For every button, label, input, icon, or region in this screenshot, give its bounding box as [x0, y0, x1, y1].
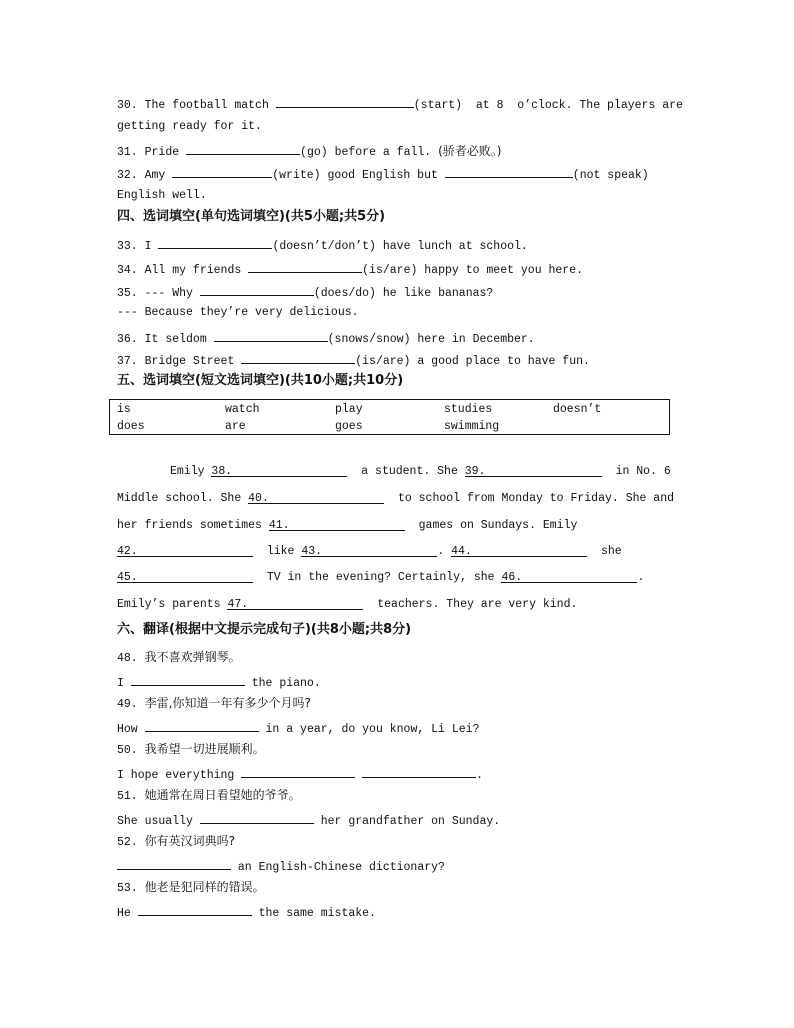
- question-text: How: [117, 723, 138, 736]
- passage-text: Middle school. She: [117, 492, 242, 505]
- hint: (does/do): [313, 287, 376, 300]
- question-text: an English-Chinese dictionary?: [237, 861, 445, 874]
- question-number: 48.: [117, 652, 138, 665]
- passage-line-3: [117, 519, 577, 533]
- section-5-title: 五、选词填空(短文选词填空)(共10小题;共10分): [117, 373, 404, 388]
- question-35: [117, 284, 493, 301]
- passage-text: in No. 6: [615, 465, 671, 478]
- question-51-answer: [117, 812, 500, 829]
- question-number: 30.: [117, 99, 138, 112]
- question-36: [117, 330, 535, 347]
- answer-blank[interactable]: [172, 166, 272, 178]
- chinese-prompt: 李雷,你知道一年有多少个月吗?: [144, 696, 311, 710]
- blank-number: 40.: [248, 492, 269, 505]
- question-text: I: [117, 677, 124, 690]
- answer-blank-38[interactable]: [211, 465, 347, 477]
- question-number: 49.: [117, 698, 138, 711]
- question-text: a good place to have fun.: [417, 355, 590, 368]
- question-37: [117, 352, 590, 369]
- answer-blank[interactable]: [138, 904, 252, 916]
- question-34: [117, 261, 583, 278]
- answer-blank-44[interactable]: [451, 545, 587, 557]
- answer-blank-43[interactable]: [301, 545, 437, 557]
- hint: (not speak): [572, 169, 649, 182]
- question-text: Pride: [144, 146, 180, 159]
- passage-text: like: [266, 545, 295, 558]
- chinese-prompt: 我希望一切进展顺利。: [144, 742, 265, 756]
- question-text: in a year, do you know, Li Lei?: [265, 723, 480, 736]
- section-4-title: 四、选词填空(单句选词填空)(共5小题;共5分): [117, 209, 386, 224]
- answer-blank-45[interactable]: [117, 571, 253, 583]
- question-number: 35.: [117, 287, 138, 300]
- question-48-prompt: [117, 650, 241, 666]
- passage-text: she: [600, 545, 622, 558]
- passage-line-6: [117, 598, 577, 612]
- question-text: the piano.: [251, 677, 321, 690]
- word-option: watch: [225, 403, 260, 416]
- chinese-prompt: 她通常在周日看望她的爷爷。: [144, 788, 301, 802]
- passage-text: teachers. They are very kind.: [377, 598, 578, 611]
- question-48-answer: [117, 674, 321, 691]
- hint: (go): [300, 146, 328, 159]
- question-text: good English but: [327, 169, 438, 182]
- word-bank-box: [109, 399, 670, 435]
- question-text: .: [476, 769, 484, 782]
- passage-text: .: [437, 545, 445, 558]
- question-text: All my friends: [144, 264, 242, 277]
- question-text: Bridge Street: [144, 355, 235, 368]
- question-number: 34.: [117, 264, 138, 277]
- question-number: 52.: [117, 836, 138, 849]
- question-49-prompt: [117, 696, 311, 712]
- question-text: the same mistake.: [258, 907, 376, 920]
- hint: (snows/snow): [327, 333, 411, 346]
- question-text: before a fall.: [334, 146, 432, 159]
- question-50-answer: [117, 766, 483, 783]
- answer-blank[interactable]: [214, 330, 328, 342]
- hint: (is/are): [362, 264, 418, 277]
- question-text: He: [117, 907, 131, 920]
- passage-text: TV in the evening? Certainly, she: [266, 571, 495, 584]
- answer-blank[interactable]: [248, 261, 362, 273]
- passage-text: games on Sundays. Emily: [418, 519, 578, 532]
- answer-blank-40[interactable]: [248, 492, 384, 504]
- word-option: play: [335, 403, 363, 416]
- question-text: The football match: [144, 99, 269, 112]
- hint: (write): [272, 169, 321, 182]
- blank-number: 43.: [301, 545, 323, 558]
- question-number: 32.: [117, 169, 138, 182]
- answer-blank-47[interactable]: [227, 598, 363, 610]
- word-option: studies: [444, 403, 493, 416]
- question-text: happy to meet you here.: [424, 264, 584, 277]
- question-50-prompt: [117, 742, 265, 758]
- question-number: 37.: [117, 355, 138, 368]
- blank-number: 47.: [227, 598, 249, 611]
- hint: (start): [413, 99, 463, 112]
- answer-blank-41[interactable]: [269, 519, 405, 531]
- question-text: at 8 o’clock. The players are: [475, 99, 683, 112]
- answer-blank-46[interactable]: [501, 571, 637, 583]
- answer-blank-39[interactable]: [465, 465, 602, 477]
- hint: (doesn’t/don’t): [272, 240, 376, 253]
- chinese-prompt: 你有英汉词典吗?: [144, 834, 235, 848]
- question-text: I hope everything: [117, 769, 235, 782]
- passage-text: .: [637, 571, 645, 584]
- blank-number: 41.: [268, 519, 290, 532]
- blank-number: 42.: [117, 545, 138, 558]
- question-35-reply: --- Because they’re very delicious.: [117, 306, 359, 319]
- word-option: is: [117, 403, 131, 416]
- word-option: goes: [335, 420, 363, 433]
- answer-blank[interactable]: [131, 674, 245, 686]
- question-text: Amy: [144, 169, 166, 182]
- question-number: 33.: [117, 240, 138, 253]
- blank-number: 44.: [451, 545, 472, 558]
- word-option: doesn’t: [553, 403, 602, 416]
- answer-blank[interactable]: [241, 352, 355, 364]
- answer-blank[interactable]: [145, 720, 259, 732]
- answer-blank[interactable]: [276, 96, 414, 108]
- question-30: [117, 96, 683, 113]
- question-52-answer: [117, 858, 445, 875]
- question-number: 31.: [117, 146, 138, 159]
- answer-blank[interactable]: [445, 166, 573, 178]
- passage-line-4: [117, 545, 622, 559]
- passage-text: her friends sometimes: [117, 519, 262, 532]
- word-option: swimming: [444, 420, 500, 433]
- question-33: [117, 237, 528, 254]
- answer-blank[interactable]: [117, 858, 231, 870]
- question-49-answer: [117, 720, 479, 737]
- section-6-title: 六、翻译(根据中文提示完成句子)(共8小题;共8分): [117, 622, 412, 637]
- passage-line-1: [170, 465, 671, 479]
- question-text: --- Why: [144, 287, 193, 300]
- question-51-prompt: [117, 788, 301, 804]
- question-text: have lunch at school.: [382, 240, 528, 253]
- blank-number: 46.: [501, 571, 523, 584]
- question-number: 50.: [117, 744, 138, 757]
- word-option: are: [225, 420, 246, 433]
- question-30-continued: getting ready for it.: [117, 120, 262, 133]
- blank-number: 38.: [211, 465, 233, 478]
- question-53-prompt: [117, 880, 265, 896]
- passage-text: to school from Monday to Friday. She and: [397, 492, 674, 505]
- question-31: [117, 143, 501, 160]
- chinese-prompt: 我不喜欢弹钢琴。: [144, 650, 241, 664]
- question-32: [117, 166, 649, 183]
- answer-blank-42[interactable]: [117, 545, 253, 557]
- answer-blank[interactable]: [241, 766, 355, 778]
- passage-text: Emily’s parents: [117, 598, 221, 611]
- answer-blank[interactable]: [186, 143, 300, 155]
- answer-blank[interactable]: [200, 284, 314, 296]
- answer-blank[interactable]: [158, 237, 272, 249]
- blank-number: 45.: [117, 571, 138, 584]
- question-text: It seldom: [144, 333, 207, 346]
- question-52-prompt: [117, 834, 235, 850]
- word-option: does: [117, 420, 145, 433]
- question-text: her grandfather on Sunday.: [320, 815, 501, 828]
- hint: (is/are): [355, 355, 411, 368]
- question-text: he like bananas?: [382, 287, 494, 300]
- question-number: 51.: [117, 790, 138, 803]
- question-text: here in December.: [417, 333, 535, 346]
- question-number: 36.: [117, 333, 138, 346]
- question-number: 53.: [117, 882, 138, 895]
- answer-blank[interactable]: [362, 766, 476, 778]
- chinese-prompt: 他老是犯同样的错误。: [144, 880, 265, 894]
- passage-line-2: [117, 492, 674, 506]
- passage-line-5: [117, 571, 644, 585]
- blank-number: 39.: [464, 465, 486, 478]
- question-text: She usually: [117, 815, 193, 828]
- question-text: I: [144, 240, 152, 253]
- chinese-note: (骄者必败。): [438, 144, 502, 158]
- answer-blank[interactable]: [200, 812, 314, 824]
- question-53-answer: [117, 904, 376, 921]
- passage-text: Emily: [170, 465, 205, 478]
- question-32-continued: English well.: [117, 189, 207, 202]
- passage-text: a student. She: [361, 465, 458, 478]
